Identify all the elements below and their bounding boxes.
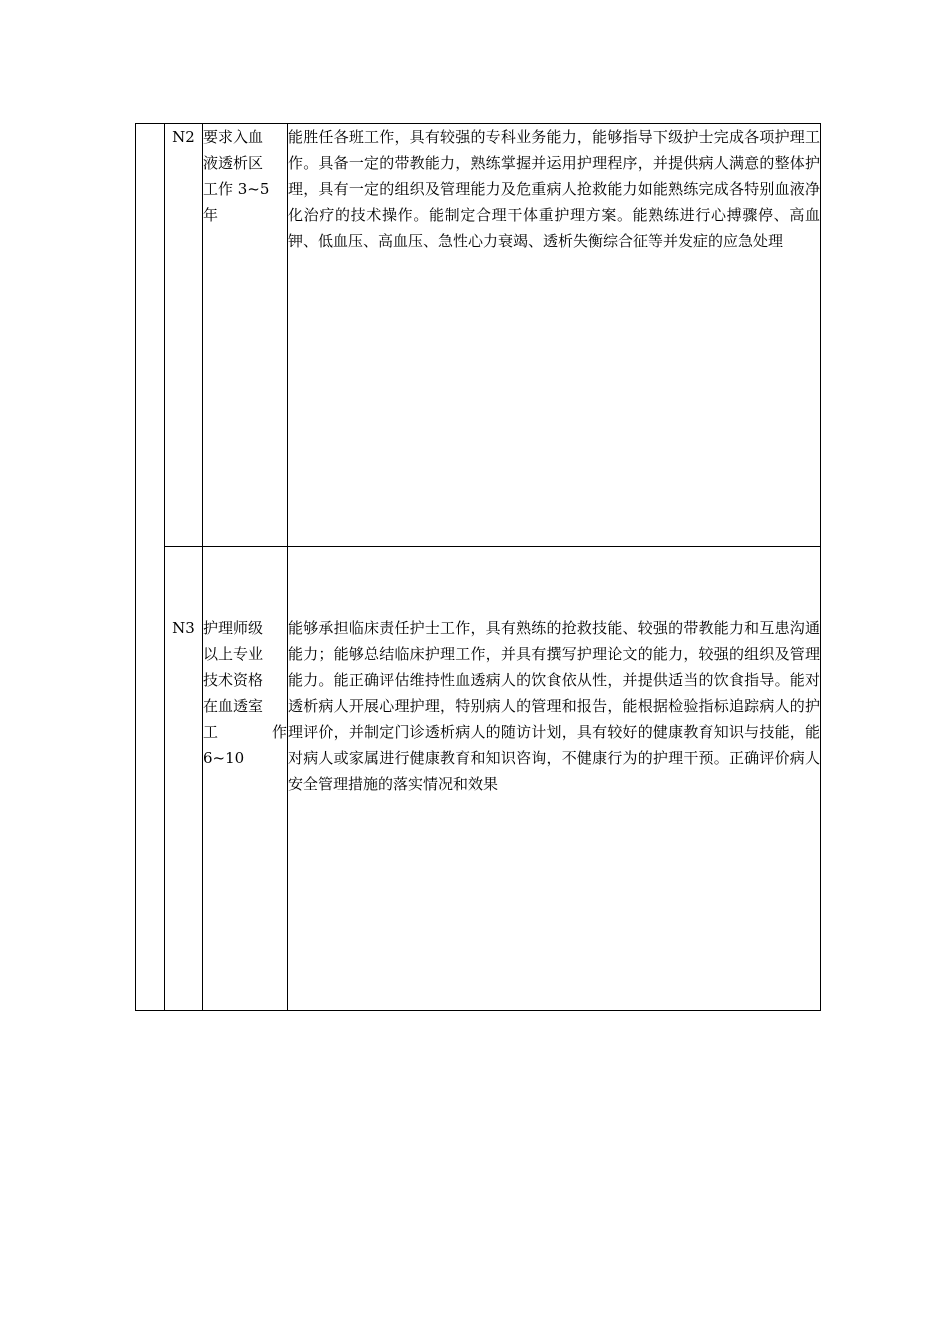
nurse-level-table [135,123,821,1011]
requirement-line: 技术资格 [203,671,264,689]
requirement-line: 在血透室 [203,697,264,715]
table-row [136,547,821,1011]
requirement-line: 以上专业 [203,645,264,663]
table-row [136,124,821,547]
description-cell: 能够承担临床责任护士工作，具有熟练的抢救技能、较强的带教能力和互患沟通能力；能够总结临床护理工作，并具有撰写护理论文的能力，较强的组织及管理能力。能正确评估维持性血透病人的饮食依从性，并提供适当的饮食指导。能对透析病人开展心理护理，特别病人的管理和报告，能根据检验指标追踪病人的护理评价，并制定门诊透析病人的随访计划，具有较好的健康教育知识与技能，能对病人或家属进行健康教育和知识咨询，不健康行为的护理干预。正确评价病人安全管理措施的落实情况和效果 [288,547,821,1011]
requirement-cell [203,547,288,1011]
requirement-line: 工 作 [203,723,287,741]
requirement-line: 护理师级 [203,619,264,637]
description-cell: 能胜任各班工作，具有较强的专科业务能力，能够指导下级护士完成各项护理工作。具备一定的带教能力，熟练掌握并运用护理程序，并提供病人满意的整体护理，具有一定的组织及管理能力及危重病人抢救能力如能熟练完成各特别血液净化治疗的技术操作。能制定合理干体重护理方案。能熟练进行心搏骤停、高血钾、低血压、高血压、急性心力衰竭、透析失衡综合征等并发症的应急处理 [288,124,821,547]
merged-category-cell [136,124,165,1011]
requirement-line: 液透析区 [203,154,264,172]
level-cell: N2 [165,124,203,547]
requirement-line: 要求入血 [203,128,264,146]
requirement-line: 6~10 [203,749,245,767]
requirement-line: 年 [203,206,219,224]
level-cell: N3 [165,547,203,1011]
requirement-cell [203,124,288,547]
requirement-line: 工作 3~5 [203,180,270,198]
